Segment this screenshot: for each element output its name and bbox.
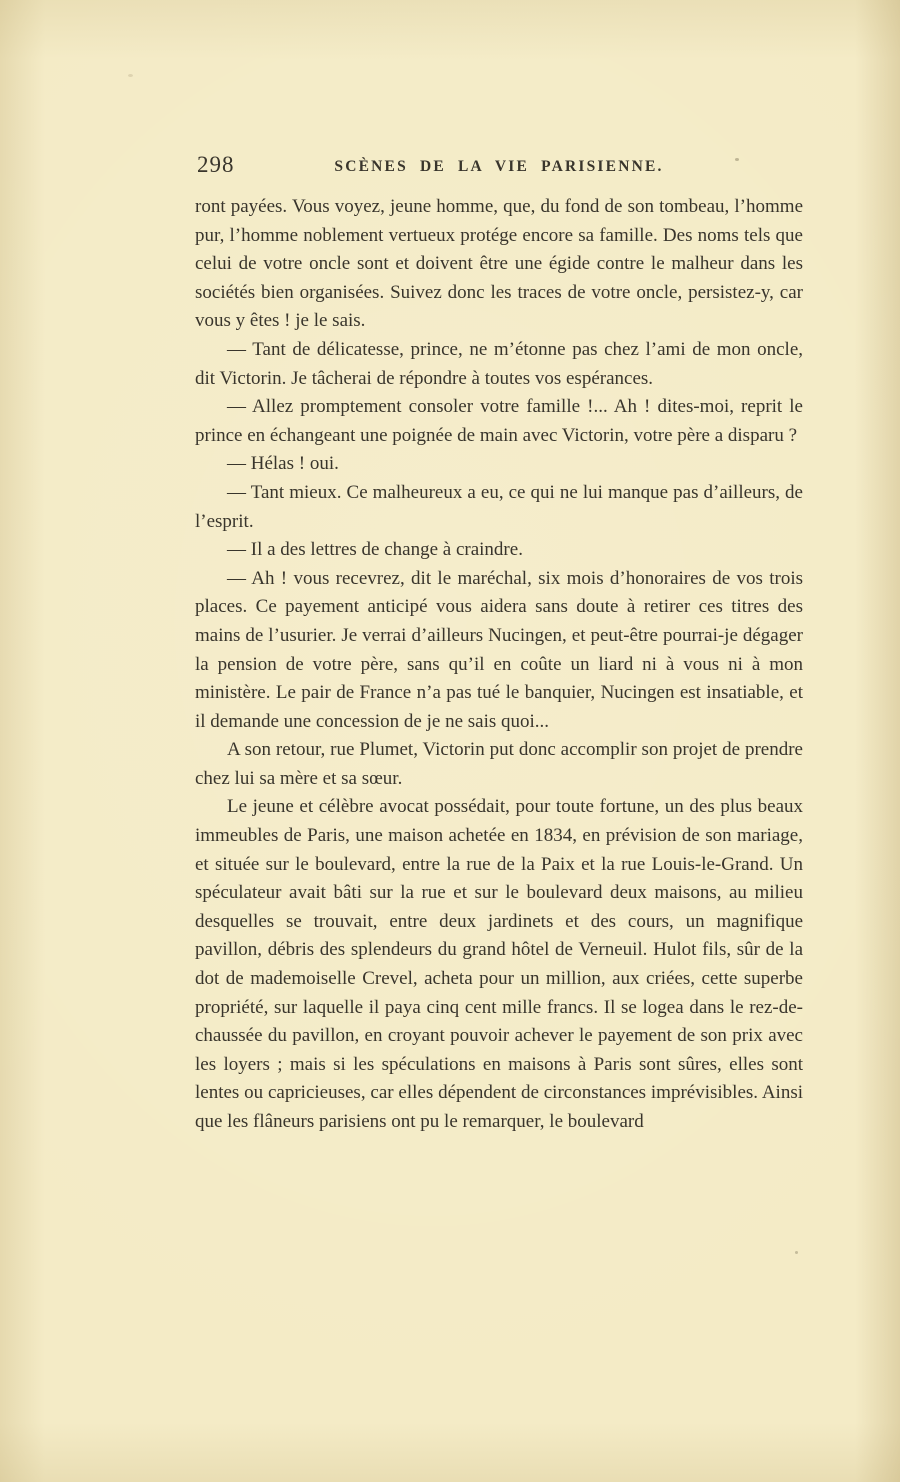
running-title: SCÈNES DE LA VIE PARISIENNE. bbox=[334, 158, 664, 175]
paragraph: A son retour, rue Plumet, Victorin put donc accomplir son projet de prendre chez lui sa mère et sa sœur. bbox=[195, 739, 803, 789]
paragraph: Le jeune et célèbre avocat possédait, pour toute fortune, un des plus beaux immeubles de Paris, une maison achetée en 1834, en prévision de son mariage, et située sur le boulevard, entre la rue de la Paix et la rue Louis-le-Grand. Un spéculateur avait bâti sur la rue et sur le boulevard deux maisons, au milieu desquelles se trouvait, entre deux jardinets et des cours, un magnifique pavillon, débris des splendeurs du grand hôtel de Verneuil. Hulot fils, sûr de la dot de mademoiselle Crevel, acheta pour un million, aux criées, cette superbe propriété, sur laquelle il paya cinq cent mille francs. Il se logea dans le rez-de-chaussée du pavillon, en croyant pouvoir achever le payement de son prix avec les loyers ; mais si les spéculations en maisons à Paris sont sûres, elles sont lentes ou capricieuses, car elles dépendent de circonstances imprévisibles. Ainsi que les flâneurs parisiens ont pu le remarquer, le boulevard bbox=[195, 796, 803, 1132]
paragraph: — Tant de délicatesse, prince, ne m’étonne pas chez l’ami de mon oncle, dit Victorin. Je tâcherai de répondre à toutes vos espérances. bbox=[195, 338, 803, 389]
paragraph: — Ah ! vous recevrez, dit le maréchal, six mois d’honoraires de vos trois places. Ce payement anticipé vous aidera sans doute à retirer ces titres des mains de l’usurier. Je verrai d’ailleurs Nucingen, et peut-être pourrai-je dégager la pension de votre père, sans qu’il en coûte un liard ni à vous ni à mon ministère. Le pair de France n’a pas tué le banquier, Nucingen est insatiable, et il demande une concession de je ne sais quoi... bbox=[195, 567, 803, 732]
page-number: 298 bbox=[197, 152, 235, 177]
paragraph: — Allez promptement consoler votre famille !... Ah ! dites-moi, reprit le prince en échangeant une poignée de main avec Victorin, votre père a disparu ? bbox=[195, 396, 803, 446]
paragraph: — Hélas ! oui. bbox=[227, 453, 339, 475]
paper-speck bbox=[795, 1251, 798, 1254]
text-block bbox=[195, 193, 803, 1137]
page-header bbox=[195, 150, 803, 178]
book-page bbox=[195, 150, 803, 1137]
paragraph: ront payées. Vous voyez, jeune homme, que, du fond de son tombeau, l’homme pur, l’homme noblement vertueux protége encore sa famille. Des noms tels que celui de votre oncle sont et doivent être une égide contre le malheur dans les sociétés bien organisées. Suivez donc les traces de votre oncle, persistez-y, car vous y êtes ! je le sais. bbox=[195, 196, 803, 332]
paper-speck bbox=[128, 74, 133, 77]
paragraph: — Tant mieux. Ce malheureux a eu, ce qui ne lui manque pas d’ailleurs, de l’esprit. bbox=[195, 481, 803, 532]
paragraph: — Il a des lettres de change à craindre. bbox=[227, 539, 523, 561]
